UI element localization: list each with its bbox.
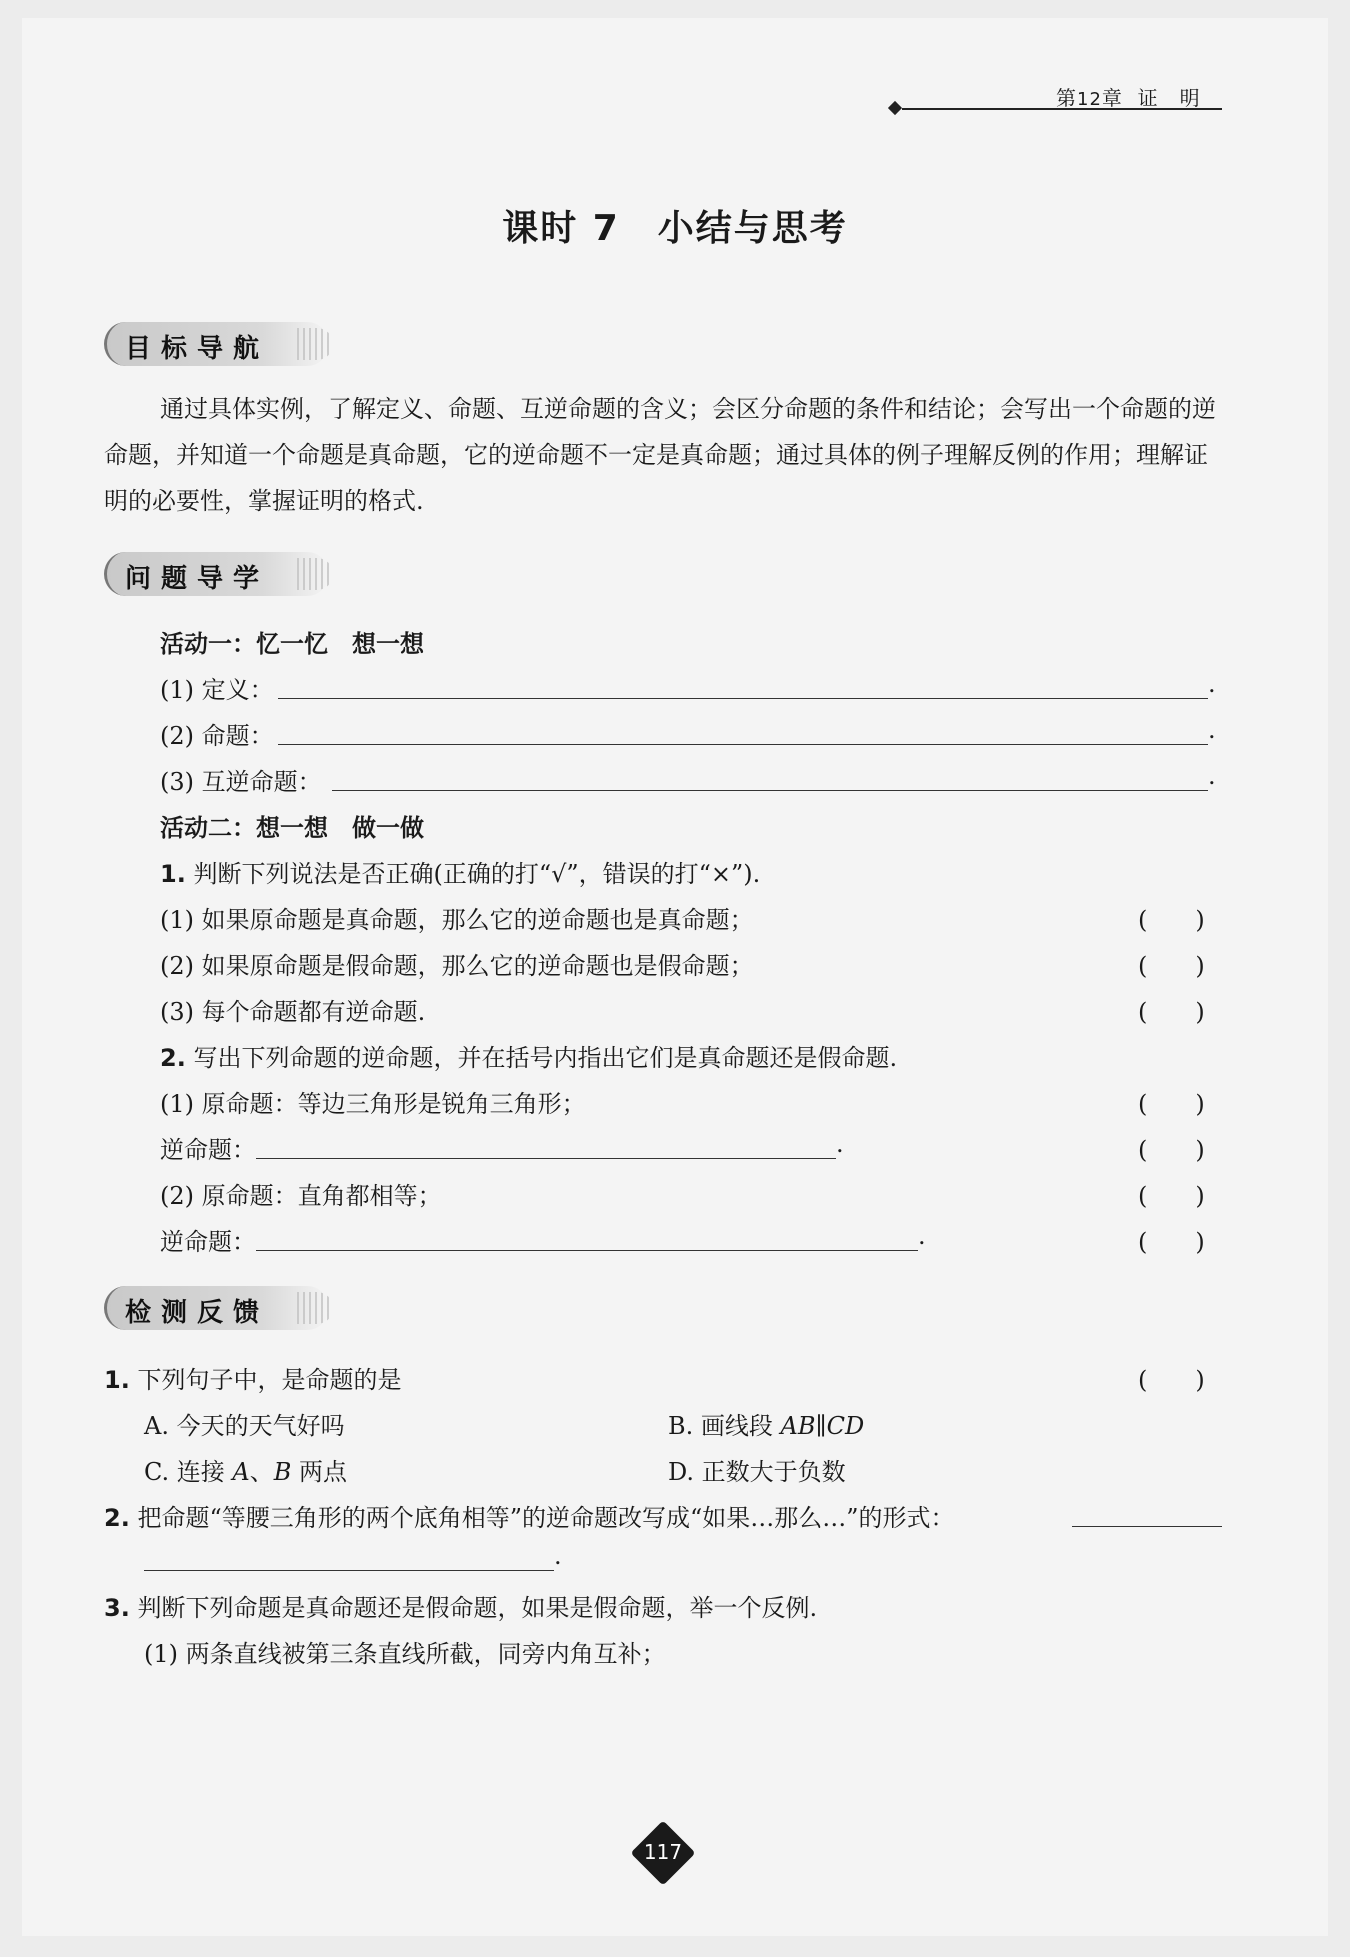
section-badge-check xyxy=(104,1286,329,1330)
answer-blank[interactable] xyxy=(332,790,1208,791)
chapter-header xyxy=(1056,82,1201,111)
check-q3 xyxy=(104,1588,817,1623)
option-c-label: C. 连接 xyxy=(144,1458,233,1486)
period: . xyxy=(918,1222,926,1250)
check-q2 xyxy=(104,1498,955,1533)
chapter-number: 12 xyxy=(1077,89,1102,110)
option-b-label: B. 画线段 xyxy=(668,1412,781,1440)
chapter-prefix: 第 xyxy=(1056,86,1077,110)
section-badge-guide xyxy=(104,552,329,596)
period: . xyxy=(1208,716,1216,744)
answer-blank[interactable] xyxy=(256,1250,918,1251)
q1-item-1: (1) 如果原命题是真命题，那么它的逆命题也是真命题； xyxy=(160,906,754,934)
answer-parentheses[interactable]: ( ) xyxy=(1138,1182,1205,1210)
option-c-math-b: B xyxy=(273,1458,292,1486)
question-text: 写出下列命题的逆命题，并在括号内指出它们是真命题还是假命题. xyxy=(193,1044,898,1072)
option-b-math: AB∥CD xyxy=(780,1412,865,1440)
question-text: 把命题“等腰三角形的两个底角相等”的逆命题改写成“如果…那么…”的形式： xyxy=(137,1504,955,1532)
period: . xyxy=(554,1542,562,1570)
badge-stripes xyxy=(297,328,333,360)
option-a[interactable]: A. 今天的天气好吗 xyxy=(144,1412,345,1440)
option-c-sep: 、 xyxy=(249,1458,274,1486)
q1-item-3: (3) 每个命题都有逆命题. xyxy=(160,998,426,1026)
answer-blank[interactable] xyxy=(278,744,1208,745)
period: . xyxy=(1208,762,1216,790)
question-number: 2. xyxy=(104,1504,130,1532)
question-text: 判断下列说法是否正确(正确的打“√”，错误的打“×”). xyxy=(193,860,761,888)
answer-parentheses[interactable]: ( ) xyxy=(1138,1090,1205,1118)
option-d[interactable]: D. 正数大于负数 xyxy=(668,1458,846,1486)
period: . xyxy=(1208,670,1216,698)
question-number: 3. xyxy=(104,1594,130,1622)
answer-parentheses[interactable]: ( ) xyxy=(1138,1228,1205,1256)
question-number: 1. xyxy=(160,860,186,888)
guide-q2 xyxy=(160,1038,897,1073)
answer-parentheses[interactable]: ( ) xyxy=(1138,1136,1205,1164)
a1-item-proposition: (2) 命题： xyxy=(160,722,274,750)
answer-parentheses[interactable]: ( ) xyxy=(1138,906,1205,934)
period: . xyxy=(836,1130,844,1158)
question-text: 下列句子中，是命题的是 xyxy=(137,1366,402,1394)
badge-stripes xyxy=(297,558,333,590)
chapter-suffix: 章 xyxy=(1101,86,1123,110)
lesson-title: 课时 7 小结与思考 xyxy=(502,208,848,249)
answer-blank[interactable] xyxy=(256,1158,836,1159)
badge-label: 目标导航 xyxy=(125,334,270,364)
answer-blank[interactable] xyxy=(1072,1526,1222,1527)
q2-original-1: (1) 原命题：等边三角形是锐角三角形； xyxy=(160,1090,586,1118)
answer-blank[interactable] xyxy=(278,698,1208,699)
answer-parentheses[interactable]: ( ) xyxy=(1138,998,1205,1026)
a1-item-converse: (3) 互逆命题： xyxy=(160,768,322,796)
a1-item-definition: (1) 定义： xyxy=(160,676,274,704)
answer-parentheses[interactable]: ( ) xyxy=(1138,952,1205,980)
question-number: 1. xyxy=(104,1366,130,1394)
goal-paragraph: 通过具体实例，了解定义、命题、互逆命题的含义；会区分命题的条件和结论；会写出一个命题的逆命题，并知道一个命题是真命题，它的逆命题不一定是真命题；通过具体的例子理解反例的作用；理解证明的必要性，掌握证明的格式. xyxy=(104,395,1216,515)
guide-q1 xyxy=(160,854,760,889)
page-number: 117 xyxy=(643,1840,683,1864)
q1-item-2: (2) 如果原命题是假命题，那么它的逆命题也是假命题； xyxy=(160,952,754,980)
badge-label: 问题导学 xyxy=(125,564,270,594)
badge-label: 检测反馈 xyxy=(125,1298,270,1328)
option-c-math-a: A xyxy=(232,1458,250,1486)
section-badge-goal xyxy=(104,322,329,366)
q3-item-1: (1) 两条直线被第三条直线所截，同旁内角互补； xyxy=(144,1640,666,1668)
question-number: 2. xyxy=(160,1044,186,1072)
check-q1 xyxy=(104,1360,401,1395)
q2-original-2: (2) 原命题：直角都相等； xyxy=(160,1182,442,1210)
answer-parentheses[interactable]: ( ) xyxy=(1138,1366,1205,1394)
activity-2-heading: 活动二：想一想 做一做 xyxy=(160,814,424,842)
option-c-suffix: 两点 xyxy=(291,1458,348,1486)
option-b[interactable] xyxy=(668,1406,864,1441)
chapter-title: 证 明 xyxy=(1137,86,1201,110)
activity-1-heading: 活动一：忆一忆 想一想 xyxy=(160,630,424,658)
question-text: 判断下列命题是真命题还是假命题，如果是假命题，举一个反例. xyxy=(137,1594,818,1622)
answer-blank[interactable] xyxy=(144,1570,554,1571)
q2-converse-label-1: 逆命题： xyxy=(160,1136,256,1164)
q2-converse-label-2: 逆命题： xyxy=(160,1228,256,1256)
option-c[interactable] xyxy=(144,1452,347,1487)
header-rule xyxy=(902,108,1222,110)
badge-stripes xyxy=(297,1292,333,1324)
